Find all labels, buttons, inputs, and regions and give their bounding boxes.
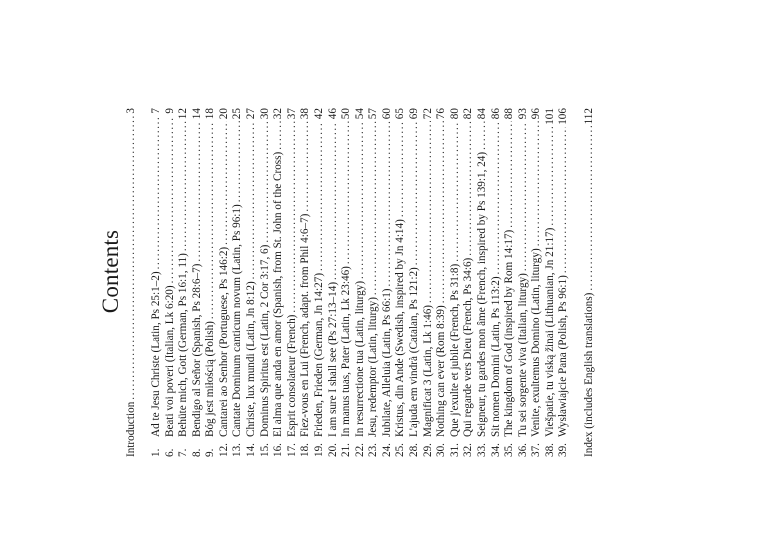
toc-entry-title: Frieden, Frieden (German, Jn 14:27): [312, 272, 325, 437]
toc-leader-dots: [150, 116, 163, 270]
toc-entry-number: 12.: [217, 443, 230, 457]
toc-leader-dots: [231, 121, 244, 202]
toc-entry-page: 72: [421, 108, 434, 120]
toc-entry-number: 8.: [190, 448, 203, 457]
toc-entry: [204, 108, 217, 457]
toc-leader-dots: [204, 121, 217, 319]
toc-leader-dots: [394, 121, 407, 217]
toc-leader-dots: [557, 127, 570, 273]
toc-leader-dots: [476, 121, 489, 150]
toc-entry-title: Christe, lux mundi (Latin, Jn 8:12): [245, 281, 258, 437]
toc-entry-number: 1.: [150, 448, 162, 457]
toc-leader-dots: [530, 121, 543, 246]
toc-entry-page: 96: [530, 108, 543, 120]
toc-leader-dots: [490, 121, 503, 274]
toc-entry-page: 32: [272, 108, 285, 120]
toc-entry: [476, 108, 489, 457]
toc-entry-number: 34.: [489, 443, 502, 457]
toc-entry-number: 14.: [245, 443, 258, 457]
toc-entry-page: 69: [408, 108, 421, 120]
toc-entry: [422, 108, 435, 457]
toc-entry-page: 93: [516, 108, 529, 120]
toc-entry-title: Bóg jest miłością (Polish): [204, 321, 217, 437]
toc-entry: [408, 108, 421, 457]
toc-entry-title: Magnificat 3 (Latin, Lk 1:46): [421, 304, 434, 437]
toc-entry-number: 32.: [462, 443, 475, 457]
toc-entry-number: 38.: [543, 443, 556, 457]
toc-entry-title: The kingdom of God (inspired by Rom 14:17): [503, 229, 516, 437]
toc-leader-dots: [125, 116, 138, 400]
toc-entry-page: 84: [475, 108, 488, 120]
toc-entry-title: Kristus, din Ande (Swedish, inspired by Jn 4:14): [394, 219, 407, 437]
toc-entry: [191, 108, 204, 457]
toc-entry-number: 15.: [258, 443, 271, 457]
toc-entry-number: 19.: [312, 443, 325, 457]
toc-leader-dots: [177, 121, 190, 251]
toc-index-row: [583, 108, 596, 457]
toc-entry-number: 31.: [448, 443, 461, 457]
page-title: Contents: [98, 229, 123, 314]
toc-entry-number: 6.: [163, 448, 176, 457]
toc-entry-page: 7: [150, 108, 162, 114]
toc-leader-dots: [367, 121, 380, 295]
toc-entry-number: 28.: [408, 443, 421, 457]
toc-entry-page: 25: [231, 108, 244, 120]
toc-entry-title: Cantate Dominum canticum novum (Latin, Ps 96:1): [231, 204, 244, 437]
toc-leader-dots: [327, 121, 340, 280]
toc-entry-number: 29.: [421, 443, 434, 457]
toc-entry-title: Cantarei ao Senhor (Portuguese, Ps 146:2): [217, 246, 230, 437]
toc-entry-title: Dominus Spiritus est (Latin, 2 Cor 3:17, 6): [258, 244, 271, 437]
toc-entry-title: Qui regarde vers Dieu (French, Ps 34:6): [462, 257, 475, 437]
toc-entry: [259, 108, 272, 457]
toc-leader-dots: [381, 121, 394, 286]
toc-entry: [517, 108, 530, 457]
toc-entry-page: 65: [394, 108, 407, 120]
toc-leader-dots: [218, 121, 231, 245]
toc-entry-number: 23.: [367, 443, 380, 457]
toc-entry-number: 24.: [380, 443, 393, 457]
toc-entry-page: 88: [503, 108, 516, 120]
toc-entry: [299, 108, 312, 457]
toc-entry-title: Jesu, redemptor (Latin, liturgy): [367, 297, 380, 437]
toc-entry: [150, 108, 163, 457]
toc-entry-page: 30: [258, 108, 271, 120]
toc-entry: [503, 108, 516, 457]
toc-entry-title: Nothing can ever (Rom 8:39): [435, 305, 448, 437]
toc-index-label: Index (includes English translations): [582, 292, 595, 457]
toc-entry-page: 12: [177, 108, 190, 120]
toc-index-page: 112: [582, 108, 595, 125]
toc-leader-dots: [313, 121, 326, 271]
toc-entry-page: 18: [204, 108, 217, 120]
toc-entry-page: 9: [163, 108, 176, 114]
toc-entry-page: 57: [367, 108, 380, 120]
toc-entry: [245, 108, 258, 457]
toc-entry-number: 35.: [503, 443, 516, 457]
toc-entry-page: 80: [448, 108, 461, 120]
toc-entry-page: 101: [543, 108, 556, 125]
toc-leader-dots: [245, 121, 258, 279]
toc-leader-dots: [272, 121, 285, 150]
toc-entry-number: 16.: [272, 443, 285, 457]
toc-entry-number: 39.: [557, 443, 570, 457]
toc-entry-title: Esprit consolateur (French): [285, 314, 298, 437]
toc-intro-row: [125, 108, 138, 457]
toc-intro-page: 3: [125, 108, 137, 114]
toc-entry-title: Sit nomen Domini (Latin, Ps 113:2): [489, 276, 502, 437]
toc-entry-title: Que j'exulte et jubile (French, Ps 31:8): [448, 263, 461, 437]
toc-entry: [367, 108, 380, 457]
toc-entry: [490, 108, 503, 457]
toc-entry-title: I am sure I shall see (Ps 27:13–14): [326, 281, 339, 437]
toc-entry: [286, 108, 299, 457]
toc-entry-number: 17.: [285, 443, 298, 457]
toc-entry: [354, 108, 367, 457]
toc-entry-number: 36.: [516, 443, 529, 457]
toc-entry-title: El alma que anda en amor (Spanish, from St. John of the Cross): [272, 151, 285, 437]
toc-intro-label: Introduction: [125, 401, 137, 457]
toc-entry-number: 22.: [353, 443, 366, 457]
toc-entry-page: 76: [435, 108, 448, 120]
toc-entry-number: 20.: [326, 443, 339, 457]
toc-entry-number: 30.: [435, 443, 448, 457]
toc-leader-dots: [503, 121, 516, 228]
toc-entry: [177, 108, 190, 457]
toc-entry: [462, 108, 475, 457]
toc-leader-dots: [517, 121, 530, 271]
toc-entry-title: Jubilate, Alleluia (Latin, Ps 66:1): [380, 288, 393, 437]
toc-entry-page: 38: [299, 108, 312, 120]
toc-entry-page: 106: [557, 108, 570, 125]
toc-entry-page: 20: [217, 108, 230, 120]
toc-entry-number: 37.: [530, 443, 543, 457]
toc-leader-dots: [583, 126, 596, 290]
toc-entry: [218, 108, 231, 457]
toc-entry: [231, 108, 244, 457]
toc-entry-page: 54: [353, 108, 366, 120]
toc-entry-title: In resurrectione tua (Latin, liturgy): [353, 280, 366, 437]
toc-entry-page: 46: [326, 108, 339, 120]
toc-entry-title: Bendigo al Señor (Spanish, Ps 28:6–7): [190, 263, 203, 437]
toc-entry-title: Ad te Jesu Christe (Latin, Ps 25:1–2): [150, 271, 162, 437]
toc-entry: [449, 108, 462, 457]
toc-entry-number: 33.: [475, 443, 488, 457]
toc-leader-dots: [354, 121, 367, 279]
toc-entry: [313, 108, 326, 457]
toc-entry-page: 42: [312, 108, 325, 120]
toc-entry-title: Behüte mich, Gott (German, Ps 16:1, 11): [177, 253, 190, 437]
toc-entry: [557, 108, 570, 457]
toc-entry-title: L'ajuda em vindrà (Catalan, Ps 121:2): [408, 267, 421, 437]
toc-entry-number: 25.: [394, 443, 407, 457]
toc-leader-dots: [340, 121, 353, 264]
toc-leader-dots: [422, 121, 435, 303]
toc-entry-page: 60: [380, 108, 393, 120]
toc-entry-title: Beati voi poveri (Italian, Lk 6:20): [163, 285, 176, 437]
toc-leader-dots: [435, 121, 448, 303]
toc-entry: [340, 108, 353, 457]
toc-entry-page: 50: [340, 108, 353, 120]
toc-entry-page: 86: [489, 108, 502, 120]
toc-entry-title: Fiez-vous en Lui (French, adapt. from Phil 4:6–7): [299, 213, 312, 437]
toc-entry-title: Viešpatie, tu viską žinai (Lithuanian, Jn 21:17): [543, 227, 556, 437]
toc-entry-number: 7.: [177, 448, 190, 457]
toc-entry-title: Wysławiajcie Pana (Polish, Ps 96:1): [557, 275, 570, 437]
toc-entry: [327, 108, 340, 457]
toc-leader-dots: [299, 121, 312, 211]
toc-entry-page: 14: [190, 108, 203, 120]
toc-leader-dots: [544, 127, 557, 226]
toc-leader-dots: [449, 121, 462, 262]
toc-leader-dots: [286, 121, 299, 312]
toc-entry-title: Venite, exultemus Domino (Latin, liturgy): [530, 248, 543, 437]
toc-entry: [394, 108, 407, 457]
toc-entry-page: 37: [285, 108, 298, 120]
toc-entry: [381, 108, 394, 457]
toc-leader-dots: [191, 121, 204, 261]
toc-entry-title: In manus tuas, Pater (Latin, Lk 23:46): [340, 266, 353, 437]
toc-entry: [544, 108, 557, 457]
toc-entry-number: 18.: [299, 443, 312, 457]
toc-entry: [530, 108, 543, 457]
toc-entry-title: Seigneur, tu gardes mon âme (French, inspired by Ps 139:1, 24): [475, 151, 488, 437]
toc-leader-dots: [462, 121, 475, 256]
toc-leader-dots: [408, 121, 421, 265]
toc-entry-page: 27: [245, 108, 258, 120]
toc-entry: [164, 108, 177, 457]
toc-leader-dots: [259, 121, 272, 242]
toc-entry-page: 82: [462, 108, 475, 120]
toc-leader-dots: [164, 116, 177, 284]
toc-entry-number: 9.: [204, 448, 217, 457]
toc-entry-number: 21.: [340, 443, 353, 457]
toc-entry: [435, 108, 448, 457]
toc-entry-title: Tu sei sorgente viva (Italian, liturgy): [516, 273, 529, 437]
toc-entry: [272, 108, 285, 457]
toc-entry-number: 13.: [231, 443, 244, 457]
